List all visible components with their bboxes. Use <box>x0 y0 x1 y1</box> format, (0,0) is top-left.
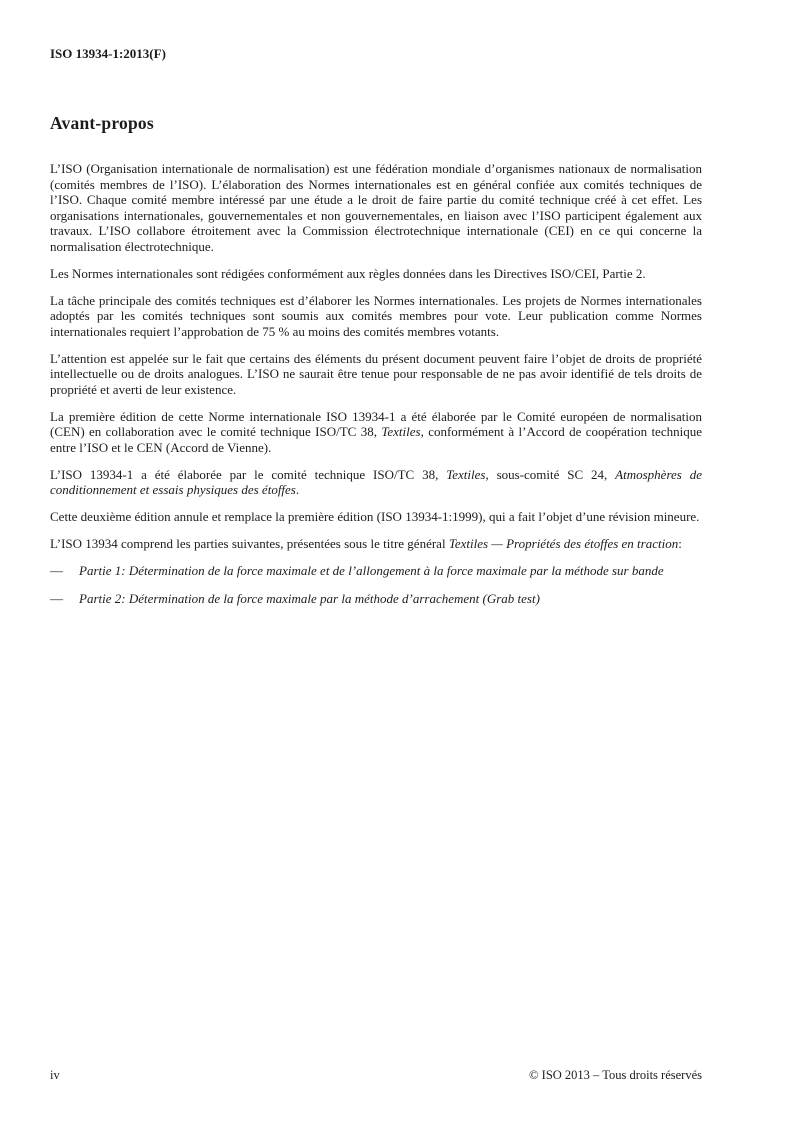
text-segment: L’ISO 13934-1 a été élaborée par le comité technique ISO/TC 38, <box>50 466 447 482</box>
paragraph-4: L’attention est appelée sur le fait que certains des éléments du présent document peuvent faire l’objet de droits de propriété intellectuelle ou de droits analogues. L’ISO ne saurait être tenue pour responsable de ne pas avoir identifié de tels droits de propriété et averti de leur existence. <box>50 350 702 397</box>
text-segment-italic: Textiles — Propriétés des étoffes en traction <box>448 536 679 551</box>
paragraph-8 <box>50 536 702 552</box>
list-item-text: Partie 1: Détermination de la force maximale et de l’allongement à la force maximale par la méthode sur bande <box>79 563 664 578</box>
text-segment: L’ISO 13934 comprend les parties suivantes, présentées sous le titre général <box>50 536 449 551</box>
text-segment: , conformément à l’Accord de coopération technique entre l’ISO et le CEN (Accord de Vienne). <box>50 424 702 455</box>
paragraph-2: Les Normes internationales sont rédigées conformément aux règles données dans les Directives ISO/CEI, Partie 2. <box>50 265 646 281</box>
text-segment-italic: Textiles <box>381 424 421 439</box>
paragraph-5 <box>50 409 702 456</box>
text-segment: , sous-comité SC 24, <box>485 466 616 482</box>
copyright-notice: © ISO 2013 – Tous droits réservés <box>529 1068 702 1082</box>
text-segment-italic: Textiles <box>446 466 486 482</box>
page-footer <box>50 1068 702 1083</box>
list-dash: — <box>50 563 63 578</box>
list-item <box>50 591 702 607</box>
paragraph-1: L’ISO (Organisation internationale de normalisation) est une fédération mondiale d’organismes nationaux de normalisation (comités membres de l’ISO). L’élaboration des Normes internationales est en général confiée aux comités techniques de l’ISO. Chaque comité membre intéressé par une étude a le droit de faire partie du comité technique créé à cet effet. Les organisations internationales, gouvernementales et non gouvernementales, en liaison avec l’ISO participent également aux travaux. L’ISO collabore étroitement avec la Commission électrotechnique internationale (CEI) en ce qui concerne la normalisation électrotechnique. <box>50 161 702 254</box>
doc-number: ISO 13934-1:2013(F) <box>50 46 166 61</box>
paragraph-6 <box>50 467 702 498</box>
page-number: iv <box>50 1068 60 1082</box>
text-segment: . <box>295 482 300 497</box>
list-dash: — <box>50 590 63 606</box>
text-segment-italic: Atmosphères de conditionnement et essais physiques des étoffes <box>50 466 702 497</box>
list-item-text: Partie 2: Détermination de la force maximale par la méthode d’arrachement (Grab test) <box>79 590 540 606</box>
text-segment: La première édition de cette Norme internationale ISO 13934-1 a été élaborée par le Comité européen de normalisation (CEN) en collaboration avec le comité technique ISO/TC 38, <box>50 408 702 439</box>
document-header <box>50 46 702 61</box>
page-title: Avant-propos <box>50 113 154 133</box>
list-item <box>50 563 702 579</box>
paragraph-3: La tâche principale des comités techniques est d’élaborer les Normes internationales. Les projets de Normes internationales adoptés par les comités techniques sont soumis aux comités membres pour vote. Leur publication comme Normes internationales requiert l’approbation de 75 % au moins des comités membres votants. <box>50 292 702 339</box>
text-segment: : <box>678 536 682 551</box>
paragraph-7: Cette deuxième édition annule et remplace la première édition (ISO 13934-1:1999), qui a fait l’objet d’une révision mineure. <box>50 509 700 524</box>
